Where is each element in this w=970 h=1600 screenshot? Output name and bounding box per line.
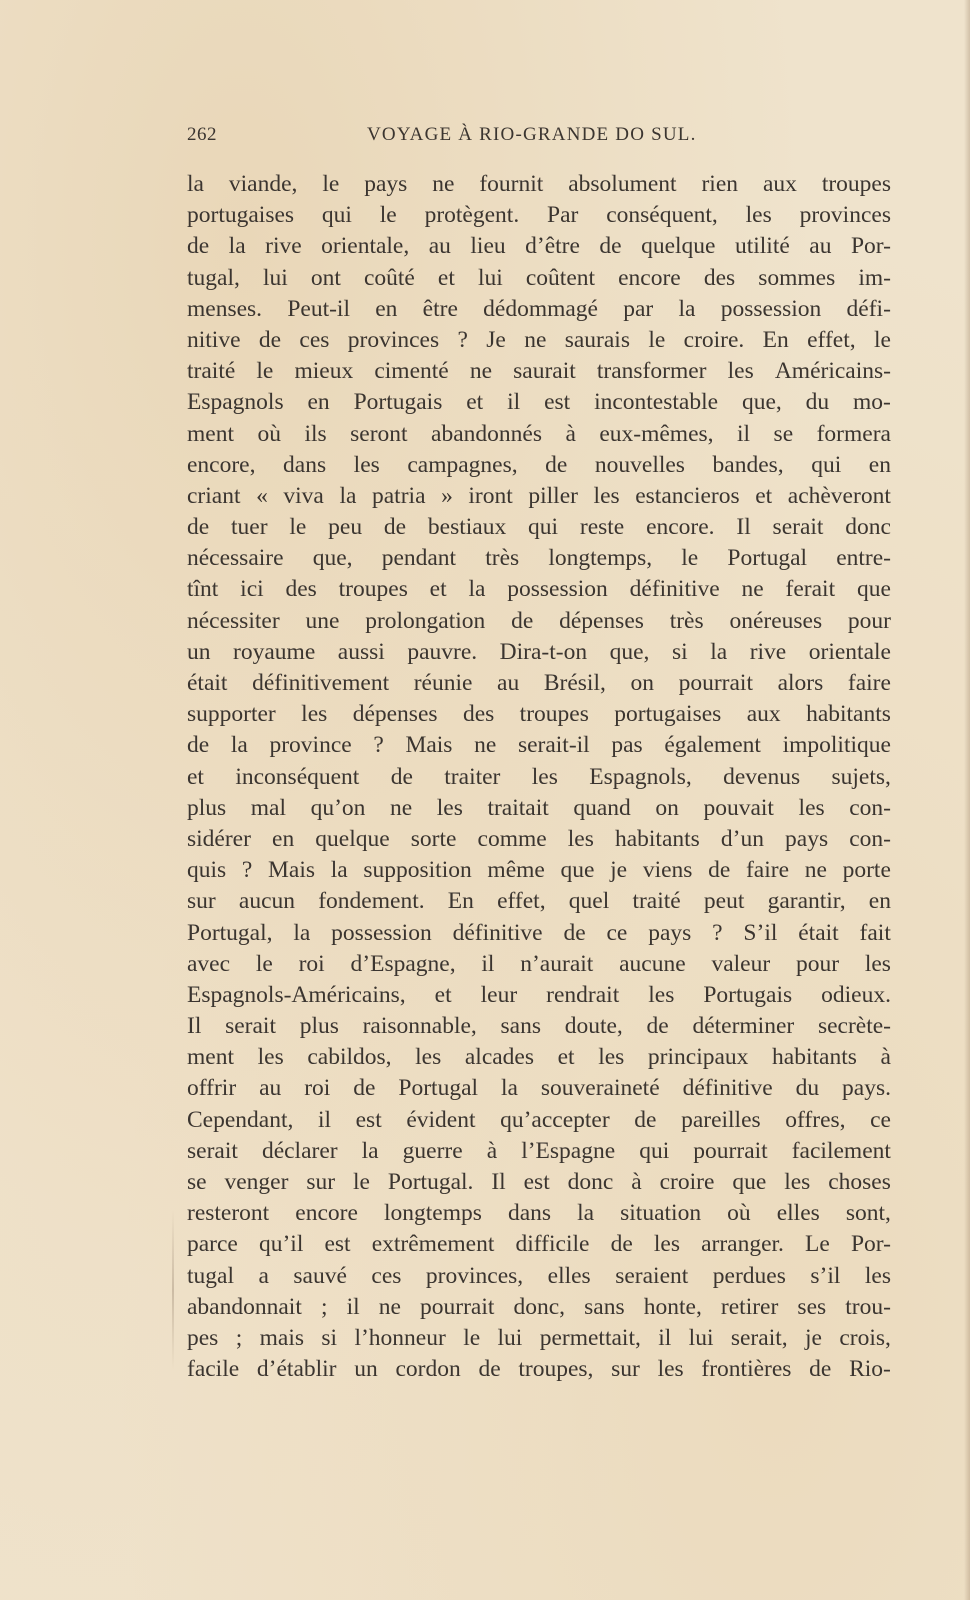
text-line: un royaume aussi pauvre. Dira-t-on que, si la rive orientale	[187, 638, 891, 665]
text-line: sidérer en quelque sorte comme les habitants d’un pays con-	[187, 825, 891, 852]
text-line: Espagnols en Portugais et il est incontestable que, du mo-	[187, 389, 891, 416]
page-header	[187, 124, 891, 154]
text-line: sur aucun fondement. En effet, quel traité peut garantir, en	[187, 888, 891, 915]
text-line: Cependant, il est évident qu’accepter de pareilles offres, ce	[187, 1106, 891, 1133]
text-line: traité le mieux cimenté ne saurait transformer les Américains-	[187, 358, 891, 385]
text-line: nécessiter une prolongation de dépenses très onéreuses pour	[187, 607, 891, 634]
page-edge-shadow	[964, 0, 970, 1600]
text-line: facile d’établir un cordon de troupes, sur les frontières de Rio-	[187, 1356, 891, 1383]
text-line: criant « viva la patria » iront piller les estancieros et achèveront	[187, 482, 891, 509]
text-line: Portugal, la possession définitive de ce pays ? S’il était fait	[187, 919, 891, 946]
text-line: tînt ici des troupes et la possession définitive ne ferait que	[187, 576, 891, 603]
body-text	[187, 169, 891, 1385]
text-line: de la rive orientale, au lieu d’être de quelque utilité au Por-	[187, 233, 891, 260]
text-line: tugal, lui ont coûté et lui coûtent encore des sommes im-	[187, 264, 891, 291]
text-line: parce qu’il est extrêmement difficile de les arranger. Le Por-	[187, 1231, 891, 1258]
text-line: supporter les dépenses des troupes portugaises aux habitants	[187, 701, 891, 728]
text-line: menses. Peut-il en être dédommagé par la possession défi-	[187, 295, 891, 322]
text-line: Espagnols-Américains, et leur rendrait les Portugais odieux.	[187, 981, 891, 1008]
text-line: et inconséquent de traiter les Espagnols, devenus sujets,	[187, 763, 891, 790]
text-line: ment où ils seront abandonnés à eux-mêmes, il se formera	[187, 420, 891, 447]
page-number: 262	[187, 124, 217, 145]
running-head: VOYAGE À RIO-GRANDE DO SUL.	[367, 124, 697, 145]
text-line: abandonnait ; il ne pourrait donc, sans honte, retirer ses trou-	[187, 1293, 891, 1320]
text-line: nitive de ces provinces ? Je ne saurais le croire. En effet, le	[187, 326, 891, 353]
text-line: de la province ? Mais ne serait-il pas également impolitique	[187, 732, 891, 759]
text-line: resteront encore longtemps dans la situation où elles sont,	[187, 1200, 891, 1227]
text-line: quis ? Mais la supposition même que je viens de faire ne porte	[187, 857, 891, 884]
text-line: de tuer le peu de bestiaux qui reste encore. Il serait donc	[187, 514, 891, 541]
text-line: avec le roi d’Espagne, il n’aurait aucune valeur pour les	[187, 950, 891, 977]
text-line: offrir au roi de Portugal la souveraineté définitive du pays.	[187, 1075, 891, 1102]
text-line: tugal a sauvé ces provinces, elles seraient perdues s’il les	[187, 1262, 891, 1289]
text-line: nécessaire que, pendant très longtemps, le Portugal entre-	[187, 545, 891, 572]
text-line: se venger sur le Portugal. Il est donc à croire que les choses	[187, 1169, 891, 1195]
text-line: Il serait plus raisonnable, sans doute, de déterminer secrète-	[187, 1013, 891, 1040]
text-line: encore, dans les campagnes, de nouvelles bandes, qui en	[187, 451, 891, 478]
text-line: serait déclarer la guerre à l’Espagne qui pourrait facilement	[187, 1137, 891, 1164]
text-line: portugaises qui le protègent. Par conséquent, les provinces	[187, 202, 891, 229]
text-line: la viande, le pays ne fournit absolument rien aux troupes	[187, 171, 891, 197]
margin-pencil-mark	[172, 1210, 174, 1370]
text-line: ment les cabildos, les alcades et les principaux habitants à	[187, 1044, 891, 1071]
text-line: était définitivement réunie au Brésil, on pourrait alors faire	[187, 670, 891, 696]
text-line: plus mal qu’on ne les traitait quand on pouvait les con-	[187, 794, 891, 821]
text-line: pes ; mais si l’honneur le lui permettait, il lui serait, je crois,	[187, 1324, 891, 1351]
